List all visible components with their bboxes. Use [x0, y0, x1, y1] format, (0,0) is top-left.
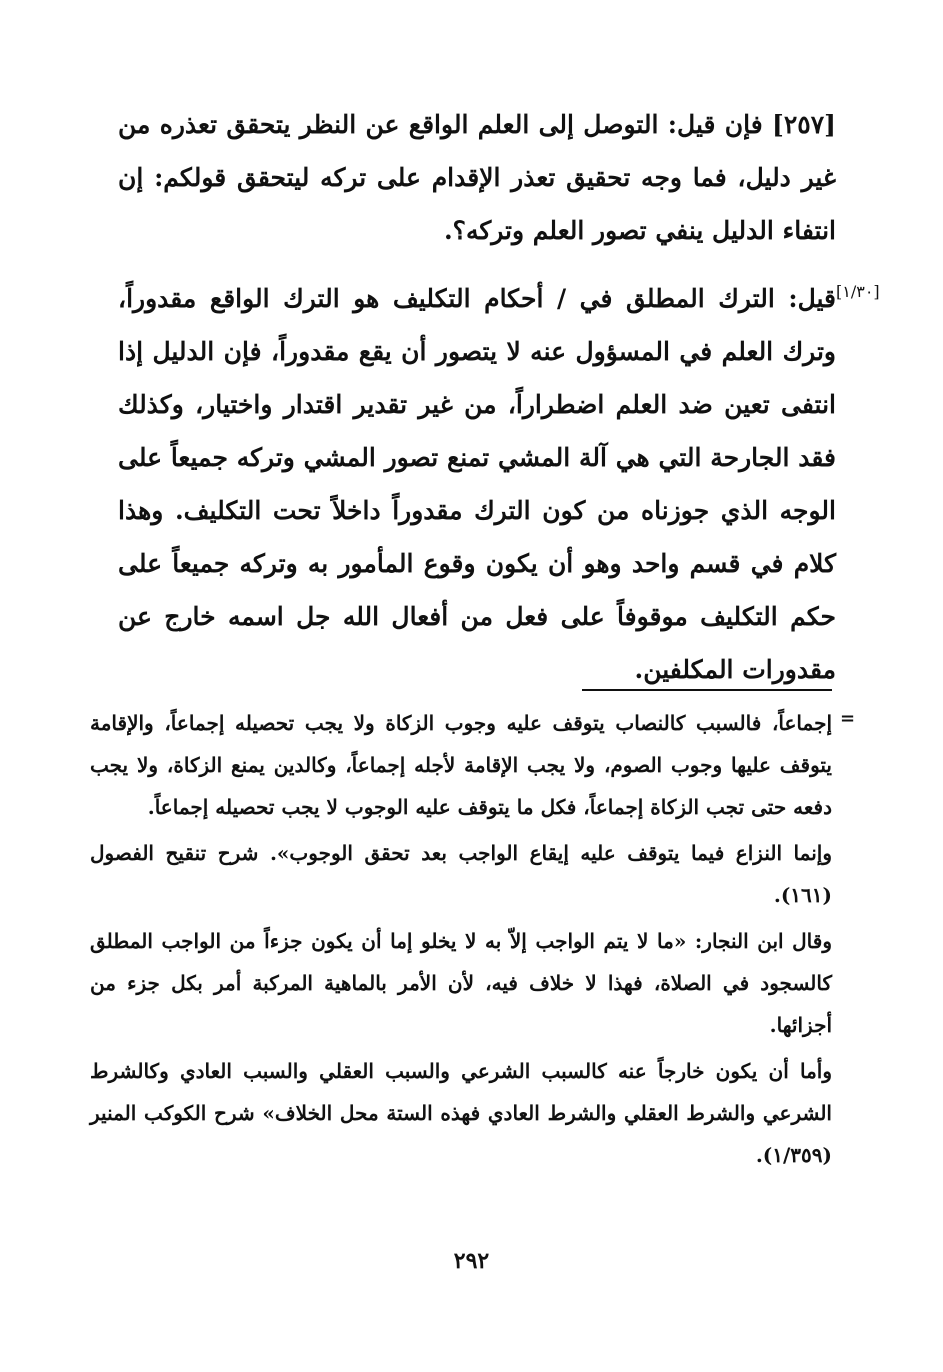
footnote-paragraph: وقال ابن النجار: «ما لا يتم الواجب إلاّ به لا يخلو إما أن يكون جزءاً من الواجب المطلق كالسجود في الصلاة، فهذا لا خلاف فيه، لأن الأمر بالماهية المركبة أمر بكل جزء من أجزائها.: [90, 929, 832, 1037]
footnote-separator: [582, 689, 832, 691]
paragraph-2-text: قيل: الترك المطلق في / أحكام التكليف هو الترك الواقع مقدوراً، وترك العلم في المسؤول عنه لا يتصور أن يقع مقدوراً، فإن الدليل إذا انتفى تعين ضد العلم اضطراراً، من غير تقدير اقتدار واختيار، وكذلك فقد الجارحة التي هي آلة المشي تمنع تصور المشي وتركه جميعاً على الوجه الذي جوزناه من كون الترك مقدوراً داخلاً تحت التكليف. وهذا كلام في قسم واحد وهو أن يكون وقوع المأمور به وتركه جميعاً على حكم التكليف موقوفاً على فعل من أفعال الله جل اسمه خارج عن مقدورات المكلفين.: [118, 284, 837, 684]
paragraph-1-text: فإن قيل: التوصل إلى العلم الواقع عن النظر يتحقق تعذره من غير دليل، فما وجه تحقيق تعذر الإقدام على تركه ليتحقق قولكم: إن انتفاء الدليل ينفي تصور العلم وتركه؟.: [118, 110, 836, 245]
footnote-paragraph: وأما أن يكون خارجاً عنه كالسبب الشرعي والسبب العقلي والسبب العادي وكالشرط الشرعي والشرط العقلي والشرط العادي فهذه الستة محل الخلاف» شرح الكوكب المنير (١/٣٥٩).: [90, 1059, 833, 1167]
footnote-paragraph: إجماعاً، فالسبب كالنصاب يتوقف عليه وجوب الزكاة ولا يجب تحصيله إجماعاً، والإقامة يتوقف عليها وجوب الصوم، ولا يجب الإقامة لأجله إجماعاً، وكالدين يمنع الزكاة، ولا يجب دفعه حتى تجب الزكاة إجماعاً، فكل ما يتوقف عليه الوجوب لا يجب تحصيله إجماعاً.: [90, 711, 832, 819]
footnote-paragraph: وإنما النزاع فيما يتوقف عليه إيقاع الواجب بعد تحقق الوجوب». شرح تنقيح الفصول (١٦١).: [90, 841, 832, 907]
footnotes-section: [90, 702, 832, 1180]
main-paragraph-2: [118, 272, 836, 696]
main-paragraph-1: [118, 98, 836, 257]
margin-page-reference: [١/٣٠]: [836, 282, 880, 301]
page-number: ٢٩٢: [453, 1248, 490, 1274]
footnote-continuation-marker: =: [840, 708, 856, 729]
section-number: [٢٥٧]: [772, 110, 836, 139]
